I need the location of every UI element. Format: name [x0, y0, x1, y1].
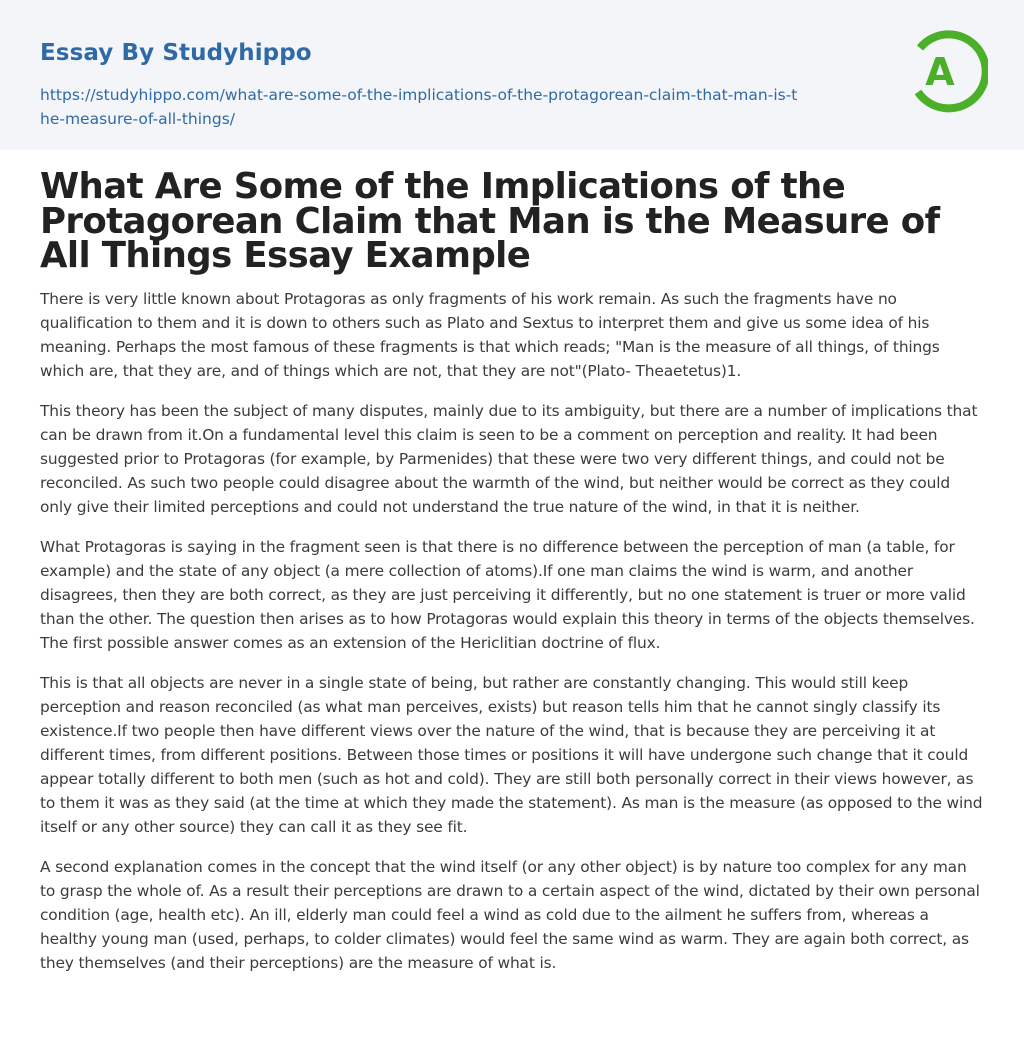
logo-letter: A	[925, 50, 955, 94]
article	[40, 166, 984, 991]
site-brand[interactable]: Essay By Studyhippo	[40, 40, 312, 66]
article-paragraph-1: There is very little known about Protagoras as only fragments of his work remain. As such the fragments have no qualification to them and it is down to others such as Plato and Sextus to interpret them and give us some idea of his meaning. Perhaps the most famous of these fragments is that which reads; "Man is the measure of all things, of things which are, that they are, and of things which are not, that they are not"(Plato- Theaetetus)1.	[40, 289, 940, 380]
article-paragraph-3: What Protagoras is saying in the fragment seen is that there is no difference between the perception of man (a table, for example) and the state of any object (a mere collection of atoms).If one man claims the wind is warm, and another disagrees, then they are both correct, as they are just perceiving it differently, but no one statement is truer or more valid than the other. The question then arises as to how Protagoras would explain this theory in terms of the objects themselves. The first possible answer comes as an extension of the Hericlitian doctrine of flux.	[40, 537, 975, 652]
logo-ring-icon	[910, 28, 988, 116]
article-paragraph-5: A second explanation comes in the concept that the wind itself (or any other object) is by nature too complex for any man to grasp the whole of. As a result their perceptions are drawn to a certain aspect of the wind, dictated by their own personal condition (age, health etc). An ill, elderly man could feel a wind as cold due to the ailment he suffers from, whereas a healthy young man (used, perhaps, to colder climates) would feel the same wind as warm. They are again both correct, as they themselves (and their perceptions) are the measure of what is.	[40, 857, 980, 972]
studyhippo-logo[interactable]	[910, 28, 988, 116]
site-header	[0, 0, 1024, 150]
article-title: What Are Some of the Implications of the Protagorean Claim that Man is the Measure of All Things Essay Example	[40, 166, 940, 276]
article-paragraph-4: This is that all objects are never in a single state of being, but rather are constantly changing. This would still keep perception and reason reconciled (as what man perceives, exists) but reason tells him that he cannot singly classify its existence.If two people then have different views over the nature of the wind, that is because they are perceiving it at different times, from different positions. Between those times or positions it will have undergone such change that it could appear totally different to both men (such as hot and cold). They are still both personally correct in their views however, as to them it was as they said (at the time at which they made the statement). As man is the measure (as opposed to the wind itself or any other source) they can call it as they see fit.	[40, 673, 983, 836]
article-paragraph-2: This theory has been the subject of many disputes, mainly due to its ambiguity, but there are a number of implications that can be drawn from it.On a fundamental level this claim is seen to be a comment on perception and reality. It had been suggested prior to Protagoras (for example, by Parmenides) that these were two very different things, and could not be reconciled. As such two people could disagree about the warmth of the wind, but neither would be correct as they could only give their limited perceptions and could not understand the true nature of the wind, in that it is neither.	[40, 401, 978, 516]
essay-url-link[interactable]: https://studyhippo.com/what-are-some-of-the-implications-of-the-protagorean-claim-that-man-is-the-measure-of-all-things/	[40, 86, 798, 128]
